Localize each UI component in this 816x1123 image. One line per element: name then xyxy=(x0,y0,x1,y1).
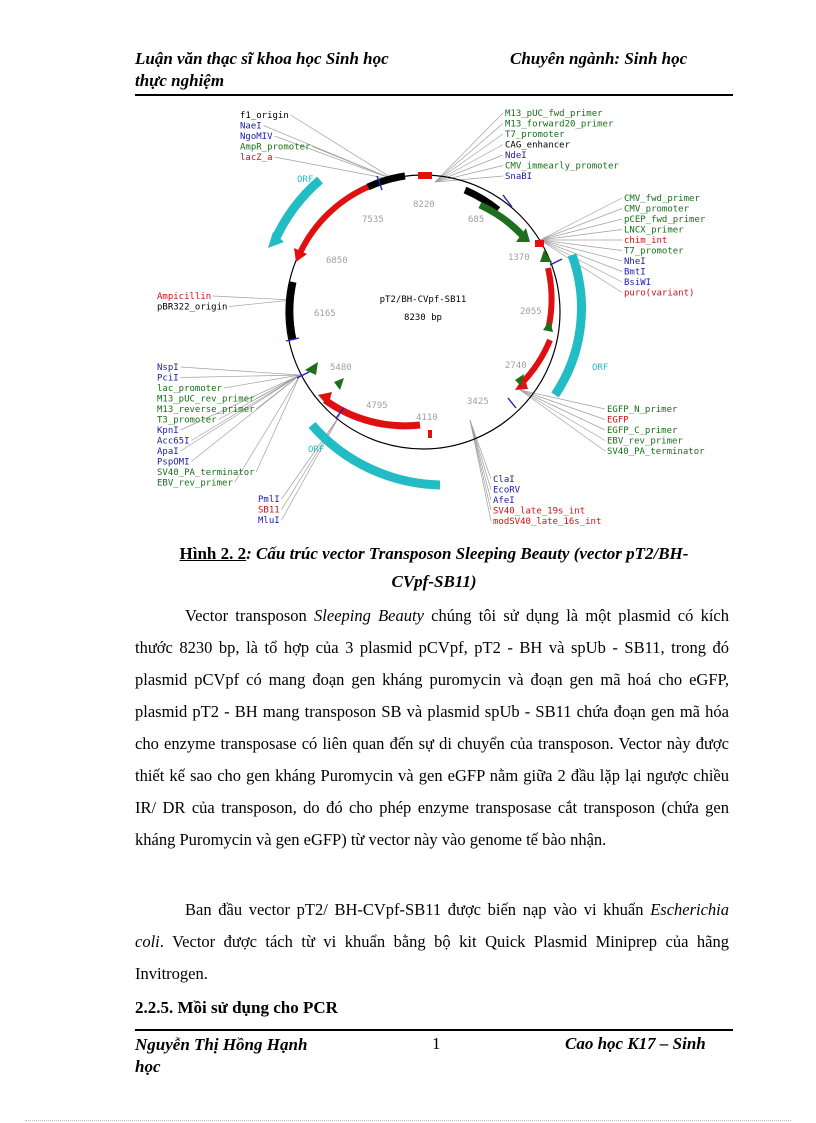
feature-label-labels-left-mid-0: Ampicillin xyxy=(157,292,212,302)
feature-label-labels-top-left-3: AmpR_promoter xyxy=(240,142,311,153)
feature-label-labels-right-7: BmtI xyxy=(624,267,646,278)
paragraph-1 xyxy=(135,600,729,856)
pos-2055: 2055 xyxy=(520,307,542,317)
feature-label-labels-bottom-right-0: ClaI xyxy=(493,475,515,485)
feature-label-labels-top-left-4: lacZ_a xyxy=(240,153,273,163)
chim-int-feature xyxy=(535,240,544,247)
feature-label-labels-left-low-4: M13_reverse_primer xyxy=(157,405,255,415)
position-labels xyxy=(314,200,542,423)
sv40-int-feature xyxy=(428,430,432,438)
feature-label-labels-left-low-2: lac_promoter xyxy=(157,384,223,394)
feature-label-labels-top-left-1: NaeI xyxy=(240,121,262,132)
leader-line xyxy=(435,166,503,183)
section-heading: 2.2.5. Mồi sử dụng cho PCR xyxy=(135,998,338,1017)
leader-line xyxy=(540,230,622,241)
pos-6165: 6165 xyxy=(314,309,336,319)
footer-left-line2: học xyxy=(135,1057,161,1076)
header-left-line1: Luận văn thạc sĩ khoa học Sinh học xyxy=(135,49,389,68)
feature-label-labels-left-low-6: KpnI xyxy=(157,426,179,436)
feature-label-labels-left-low-5: T3_promoter xyxy=(157,415,217,426)
feature-label-labels-right-low-1: EGFP xyxy=(607,415,629,426)
caption-number: Hình 2. 2 xyxy=(179,544,247,563)
p1-part2: chúng tôi sử dụng là một plasmid có kích thước 8230 bp, là tổ hợp của 3 plasmid pCVpf, pT2 - BH và spUb - SB11, trong đó plasmid pCVpf có mang đoạn gen kháng puromycin và đoạn gen mã hoá cho eGFP, plasmid pT2 - BH mang transposon SB và plasmid spUb - SB11 chứa đoạn gen mã hóa cho enzyme transposase có liên quan đến sự di chuyển của transposon. Vector này được thiết kế sao cho gen kháng Puromycin và gen eGFP nằm giữa 2 đầu lặp lại ngược chiều IR/ DR của transposon, do đó cho phép enzyme transposase cắt transposon (chứa gen kháng Puromycin và gen eGFP) từ vector này vào genome tế bào nhận. xyxy=(135,606,729,849)
ampicillin-feature xyxy=(300,186,370,253)
leader-line xyxy=(435,124,503,183)
feature-label-labels-right-low-3: EBV_rev_primer xyxy=(607,436,683,447)
page-number: 1 xyxy=(432,1034,441,1053)
pos-2740: 2740 xyxy=(505,361,527,371)
p1-part1: Vector transposon xyxy=(185,606,315,625)
t3-promoter-arrowhead xyxy=(334,378,344,390)
orf-label-3: ORF xyxy=(308,445,325,455)
pos-7535: 7535 xyxy=(362,215,384,225)
feature-label-labels-right-6: NheI xyxy=(624,257,646,267)
caption-title: : Cấu trúc vector Transposon Sleeping Beauty (vector pT2/BH- xyxy=(246,544,689,563)
feature-label-labels-bottom-left-0: PmlI xyxy=(258,495,280,505)
feature-label-labels-left-low-8: ApaI xyxy=(157,447,179,457)
leader-line xyxy=(540,198,622,240)
feature-label-labels-bottom-right-4: modSV40_late_16s_int xyxy=(493,517,602,527)
figure-caption xyxy=(135,540,733,596)
feature-label-labels-top-left-0: f1_origin xyxy=(240,111,289,121)
leader-line xyxy=(181,375,300,378)
feature-label-labels-right-2: pCEP_fwd_primer xyxy=(624,215,706,225)
leader-line xyxy=(213,296,292,300)
feature-label-labels-top-right-0: M13_pUC_fwd_primer xyxy=(505,109,603,119)
pos-8220: 8220 xyxy=(413,200,435,210)
feature-label-labels-bottom-left-2: MluI xyxy=(258,516,280,526)
feature-label-labels-right-9: puro(variant) xyxy=(624,288,695,299)
feature-label-labels-right-low-4: SV40_PA_terminator xyxy=(607,447,705,457)
feature-label-labels-top-right-4: NdeI xyxy=(505,151,527,161)
feature-label-labels-left-low-7: Acc65I xyxy=(157,436,190,447)
leader-line xyxy=(181,367,300,375)
orf-label-1: ORF xyxy=(297,175,314,185)
leader-line xyxy=(282,415,340,520)
feature-label-labels-bottom-right-2: AfeI xyxy=(493,496,515,506)
leader-line xyxy=(435,155,503,182)
leader-line xyxy=(229,300,292,307)
feature-label-labels-bottom-right-1: EcoRV xyxy=(493,485,521,496)
feature-label-labels-right-0: CMV_fwd_primer xyxy=(624,194,700,204)
feature-label-labels-left-low-9: PspOMI xyxy=(157,457,190,468)
feature-label-labels-right-4: chim_int xyxy=(624,236,668,246)
leader-line xyxy=(540,240,622,261)
header-right: Chuyên ngành: Sinh học xyxy=(510,49,688,68)
p1-italic: Sleeping Beauty xyxy=(314,606,424,625)
feature-label-labels-right-3: LNCX_primer xyxy=(624,225,684,236)
feature-label-labels-right-1: CMV_promoter xyxy=(624,204,690,215)
pos-5480: 5480 xyxy=(330,363,352,373)
leader-line xyxy=(520,390,605,430)
feature-label-labels-top-left-2: NgoMIV xyxy=(240,132,273,142)
feature-label-labels-left-low-10: SV40_PA_terminator xyxy=(157,468,255,478)
page-bottom-dots xyxy=(25,1120,791,1121)
feature-label-labels-right-8: BsiWI xyxy=(624,278,652,288)
leader-line xyxy=(312,147,395,181)
plasmid-map-figure xyxy=(0,0,816,540)
feature-label-labels-left-low-0: NspI xyxy=(157,363,179,373)
pos-6850: 6850 xyxy=(326,256,348,266)
leader-line xyxy=(235,375,300,483)
feature-label-labels-top-right-3: CAG_enhancer xyxy=(505,140,571,151)
feature-label-labels-right-5: T7_promoter xyxy=(624,246,684,257)
feature-label-labels-right-low-2: EGFP_C_primer xyxy=(607,426,678,436)
p2-part1: Ban đầu vector pT2/ BH-CVpf-SB11 được biến nạp vào vi khuẩn xyxy=(185,900,651,919)
feature-label-labels-bottom-left-1: SB11 xyxy=(258,505,280,516)
p2-italic: Escherichia coli xyxy=(135,900,729,951)
feature-label-labels-right-low-0: EGFP_N_primer xyxy=(607,405,678,415)
feature-label-labels-left-low-3: M13_pUC_rev_primer xyxy=(157,394,255,405)
lacz-feature xyxy=(418,172,432,179)
pos-685: 685 xyxy=(468,215,485,225)
header-left-line2: thực nghiệm xyxy=(135,71,225,90)
leader-line xyxy=(435,113,503,182)
pos-3425: 3425 xyxy=(467,397,489,407)
feature-label-labels-top-right-6: SnaBI xyxy=(505,172,533,182)
plasmid-size: 8230 bp xyxy=(404,313,442,323)
feature-label-labels-left-mid-1: pBR322_origin xyxy=(157,302,228,313)
feature-label-labels-top-right-2: T7_promoter xyxy=(505,130,565,140)
cmv-promoter-feature xyxy=(480,205,522,235)
footer-right: Cao học K17 – Sinh xyxy=(565,1034,706,1053)
footer-left xyxy=(135,1034,307,1078)
paragraph-2 xyxy=(135,894,729,990)
leader-line xyxy=(470,420,491,490)
orf-arc-bottom xyxy=(312,425,440,485)
feature-label-labels-top-right-5: CMV_immearly_promoter xyxy=(505,161,619,172)
footer-author: Nguyễn Thị Hồng Hạnh xyxy=(135,1035,308,1054)
f1-origin-feature xyxy=(368,176,405,187)
feature-label-labels-top-right-1: M13_forward20_primer xyxy=(505,119,614,130)
leader-line xyxy=(540,240,622,251)
p2-part2: . Vector được tách từ vi khuẩn bằng bộ kit Quick Plasmid Miniprep của hãng Invitrogen. xyxy=(135,932,729,983)
pos-4110: 4110 xyxy=(416,413,438,423)
feature-label-labels-left-low-11: EBV_rev_primer xyxy=(157,478,233,489)
feature-label-labels-bottom-right-3: SV40_late_19s_int xyxy=(493,506,586,517)
caption-title-2: CVpf-SB11) xyxy=(391,572,477,591)
leader-line xyxy=(540,219,622,240)
orf-label-2: ORF xyxy=(592,363,609,373)
pos-4795: 4795 xyxy=(366,401,388,411)
pos-1370: 1370 xyxy=(508,253,530,263)
pbr322-origin-feature xyxy=(290,282,293,340)
footer-rule xyxy=(135,1029,733,1031)
leader-line xyxy=(540,209,622,241)
feature-label-labels-left-low-1: PciI xyxy=(157,373,179,384)
leader-line xyxy=(435,134,503,182)
plasmid-name: pT2/BH-CVpf-SB11 xyxy=(379,295,467,305)
leader-line xyxy=(256,375,300,472)
